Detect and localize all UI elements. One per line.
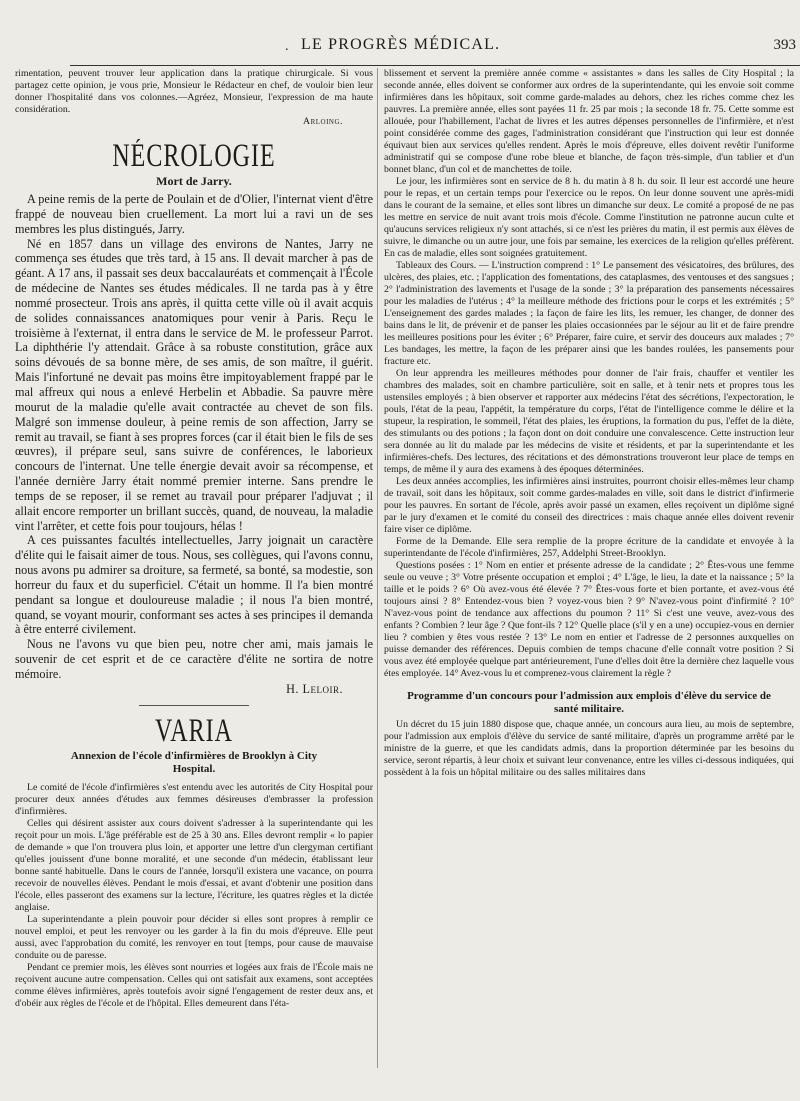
page-number: 393 — [773, 37, 796, 53]
necrologie-signature: H. Leloir. — [286, 681, 343, 696]
varia-paragraph: Le comité de l'école d'infirmières s'est entendu avec les autorités de City Hospital pour procurer deux années d'études aux femmes désireuses d'embrasser la profession d'infirmières. — [15, 781, 373, 817]
journal-title: LE PROGRÈS MÉDICAL. — [301, 36, 501, 53]
letter-end-text: rimentation, peuvent trouver leur application dans la pratique chirurgicale. Si vous partagez cette opinion, je vous prie, Monsieur le Rédacteur en chef, de vouloir bien leur donner l'hospitalité dans vos colonnes.—Agréez, Monsieur, l'expression de ma haute considération. — [15, 68, 373, 115]
necrologie-heading: NÉCROLOGIE — [112, 139, 276, 175]
varia-subheading: Annexion de l'école d'infirmières de Brooklyn à City Hospital. — [70, 749, 318, 775]
necrologie-paragraph: A ces puissantes facultés intellectuelles, Jarry joignait un caractère d'élite qui le faisait aimer de tous. Nous, ses collègues, qui l'avons connu, nous avons pu admirer sa droiture, sa fermeté, sa bonté, sa modestie, son horreur du faux et du superficiel. C'était un homme. Il l'a bien montré pendant sa longue et douloureuse maladie ; il nous l'a bien montré, quand, se voyant mourir, conformant ses actes à ses principes il demanda à être enterré civilement. — [15, 533, 373, 637]
letter-signature: Arloing. — [303, 116, 343, 127]
page-header — [70, 33, 800, 66]
varia-continued-paragraph: blissement et servent la première année comme « assistantes » dans les salles de City Hospital ; la seconde année, elles doivent se conformer aux ordres de la superintendante, qui les envoie soit comme infirmières dans les hôpitaux, soit comme garde-malades au dehors, chez les riches comme chez les pauvres. La première année, elles sont payées 11 fr. 25 par mois ; la seconde 18 fr. 75. Cette somme est allouée, pour l'habillement, l'achat de livres et les autres dépenses personnelles de l'infirmière, et n'est point considérée comme des gages, l'administration considérant que l'instruction qui leur est donnée équivaut bien aux services qu'elles rendent. Après le mois d'épreuve, elles doivent revêtir l'uniforme administratif qui se compose d'une robe bleue et blanche, de façon très-simple, d'un tablier et d'un bonnet blanc, d'un col et de manchettes de toile. — [384, 68, 794, 175]
varia-heading: VARIA — [155, 713, 233, 749]
forme-de-la-demande-paragraph: Forme de la Demande. Elle sera remplie de la propre écriture de la candidate et envoyée à la superintendante de l'école d'infirmières, 257, Addelphi Street-Brooklyn. — [384, 536, 794, 559]
programme-paragraph: Un décret du 15 juin 1880 dispose que, chaque année, un concours aura lieu, au mois de septembre, pour l'admission aux emplois d'élève du service de santé militaire, d'après un programme arrêté par le ministre de la guerre, et que les candidats admis, dans la proportion déterminée par les besoins du service, seront répartis, à leur choix et suivant leur convenance, entre les villes ci-dessous indiquées, qui possèdent à la fois un hôpital militaire ou des salles militaires dans — [384, 719, 794, 778]
programme-heading: Programme d'un concours pour l'admission aux emplois d'élève du service de santé militaire. — [407, 690, 771, 715]
header-dot: . — [285, 39, 289, 54]
necrologie-paragraph: Né en 1857 dans un village des environs de Nantes, Jarry ne commença ses études que très tard, à 15 ans. Il devait marcher à pas de géant. A 17 ans, il passait ses deux baccalauréats et commençait à l'École de médecine de Nantes ses études médicales. Il ne tarda pas à y être nommé prosecteur. Trois ans après, il quitta cette ville où il avait acquis de solides connaissances anatomiques pour venir à Paris. Reçu le troisième à l'externat, il entra dans le service de M. le professeur Parrot. La diphthérie l'y attendait. Grâce à sa robuste constitution, grâce aux soins dévoués de sa bonne mère, de ses amis, de son maître, il guérit. Mais l'infortuné ne devait pas moins être impitoyablement frappé par le mal affreux qui nous a enlevé Herbelin et Abbadie. Sa pauvre mère mourut de la maladie qu'elle avait contractée au chevet de son fils. Malgré son immense douleur, à peine remis de son affection, Jarry se remit au travail, se fiant à ses propres forces (car il était bien le fils de ses œuvres), il prépare seul, sans suivre de conférences, le laborieux concours de l'internat. Une telle énergie devait avoir sa récompense, et l'année dernière Jarry était nommé premier interne. Sans prendre le temps de se reposer, il se remet au travail pour préparer l'adjuvat ; il allait encore remporter un brillant succès, quand, de nouveau, la maladie vint l'arrêter, et cette fois pour toujours, hélas ! — [15, 236, 373, 533]
questions-posees-paragraph: Questions posées : 1° Nom en entier et présente adresse de la candidate ; 2° Êtes-vous une femme seule ou veuve ; 3° Votre présente occupation et emploi ; 4° L'âge, le lieu, la date et la naissance ; 5° la taille et le poids ? 6° Où avez-vous été élevée ? 7° Êtes-vous forte et bien portante, et avez-vous été toujours ainsi ? 8° Entendez-vous bien ? voyez-vous bien ? 9° N'avez-vous point d'infirmité ? 10° N'avez-vous point de tendance aux affections du poumon ? 11° Si c'est une veuve, avez-vous des enfants ? Combien ? leur âge ? Que font-ils ? 12° Quelle place (s'il y en a une) occupiez-vous en dernier lieu ? combien y êtes vous restée ? 13° Le nom en entier et l'adresse de 2 personnes auxquelles on puisse demander des références. Depuis combien de temps chacune d'elle connaît votre position ? Si vous avez été employée quelque part antérieurement, l'une d'elles doit être la dernière chez laquelle vous étes employée. 14° Avez-vous lu et comprenez-vous clairement la règle ? — [384, 560, 794, 679]
varia-continued-paragraph: Le jour, les infirmières sont en service de 8 h. du matin à 8 h. du soir. Il leur est accordé une heure pour le repas, et un certain temps pour l'exercice ou le repos. On leur donne souvent une après-midi dans le courant de la semaine, et elles sont libres un dimanche sur deux. Le comité a proposé de ne pas les mettre en service de nuit avant trois mois d'école. Comme l'institution ne patronne aucun culte et qu'aucuns services religieux n'y sont attachés, si ce n'est les prières du matin, il est permis aux élèves de suivre, le dimanche ou un autre jour, une fois par semaine, les exercices de la religion qu'elles préfèrent. En cas de maladie, elles sont soignées gratuitement. — [384, 176, 794, 259]
varia-continued-paragraph: On leur apprendra les meilleures méthodes pour donner de l'air frais, chauffer et ventiler les chambres des malades, soit en chambre particulière, soit en salle, et à tenir nets et propres tous les ustensiles employés ; à bien observer et rapporter aux médecins l'état des sécrétions, l'expectoration, le pouls, l'état de la peau, l'appétit, la température du corps, l'état de l'intelligence comme le délire et la stupeur, la respiration, le sommeil, l'état des plaies, les éruptions, la formation du pus, l'effet de la diète, des stimulants ou des potions ; la façon dont on doit conduire une convalescence. Cette instruction leur sera donnée au lit du malade par les médecins de visite et résidents, et par la superintendante et les infirmières-chefs. Des lectures, des récitations et des démonstrations trouveront leur place de temps en temps, de même il y aura des examens à des époques déterminées. — [384, 368, 794, 475]
necrologie-subheading: Mort de Jarry. — [156, 174, 232, 188]
varia-paragraph: La superintendante a plein pouvoir pour décider si elles sont propres à remplir ce nouvel emploi, et peut les renvoyer ou les garder à la fin du mois d'épreuve. Elle peut aussi, avec l'approbation du comité, les renvoyer en tout [temps, pour cause de mauvaise conduite ou de paresse. — [15, 913, 373, 961]
varia-continued-paragraph: Les deux années accomplies, les infirmières ainsi instruites, pourront choisir elles-mêmes leur champ de travail, soit dans les hôpitaux, soit comme gardes-malades en ville, soit dans le district d'infirmerie pour les pauvres. En sortant de l'école, après avoir passé un examen, elles reçoivent un diplôme signé par le jury d'examen et le comité du conseil des directrices : mais chaque année elles doivent revenir faire viser ce diplôme. — [384, 476, 794, 535]
necrologie-paragraph: A peine remis de la perte de Poulain et de d'Olier, l'internat vient d'être frappé de nouveau bien cruellement. La mort lui a ravi un de ses membres les plus distingués, Jarry. — [15, 192, 373, 236]
right-column — [384, 68, 794, 1078]
left-column — [15, 68, 373, 1078]
varia-paragraph: Celles qui désirent assister aux cours doivent s'adresser à la superintendante qui les reçoit pour un mois. L'âge préférable est de 25 à 30 ans. Elles devront remplir « lo papier de demande » que l'on trouvera plus loin, et apporter une lettre d'un clergyman certifiant qu'elles jouissent d'une bonne moralité, et une seconde d'un médecin, établissant leur bonne santé habituelle. Dans le cours de l'année, lorsqu'il existera une vacance, on pourra recevoir de nouvelles élèves. Pendant le mois d'essai, et avant d'obtenir une position dans l'école, elles passeront des examens sur la lecture, l'écriture, les quatres règles et la dictée anglaise. — [15, 817, 373, 913]
column-divider — [377, 68, 378, 1068]
tableaux-des-cours-paragraph: Tableaux des Cours. — L'instruction comprend : 1° Le pansement des vésicatoires, des brûlures, des ulcères, des plaies, etc. ; l'application des fomentations, des cataplasmes, des ventouses et des sangsues ; 2° l'administration des lavements et l'usage de la sonde ; 3° la préparation des pansements nécessaires pour les maladies de l'utérus ; 4° la meilleure méthode des frictions pour le corps et les extrémités ; 5° L'enseignement des gardes malades ; la façon de faire les lits, les remuer, les changer, de donner des bains dans le lit, de prévenir et de panser les plaies occasionnées par le séjour au lit et de faire prendre les meilleures positions pour les éviter ; 6° Préparer, faire cuire, et servir des douceurs aux malades ; 7° Les bandages, les mettre, la façon de les préparer ainsi que les bandes roulées, les pansements pour fracture etc. — [384, 260, 794, 367]
varia-paragraph: Pendant ce premier mois, les élèves sont nourries et logées aux frais de l'École mais ne reçoivent aucune autre compensation. Celles qui ont satisfait aux examens, sont acceptées comme élèves infirmières, après toutefois avoir signé l'engagement de rester deux ans, et d'obéir aux règles de l'école et de l'hôpital. Elles demeurent dans l'éta- — [15, 961, 373, 1009]
necrologie-paragraph: Nous ne l'avons vu que bien peu, notre cher ami, mais jamais le souvenir de cet esprit et de ce caractère d'élite ne sortira de notre mémoire. — [15, 637, 373, 681]
